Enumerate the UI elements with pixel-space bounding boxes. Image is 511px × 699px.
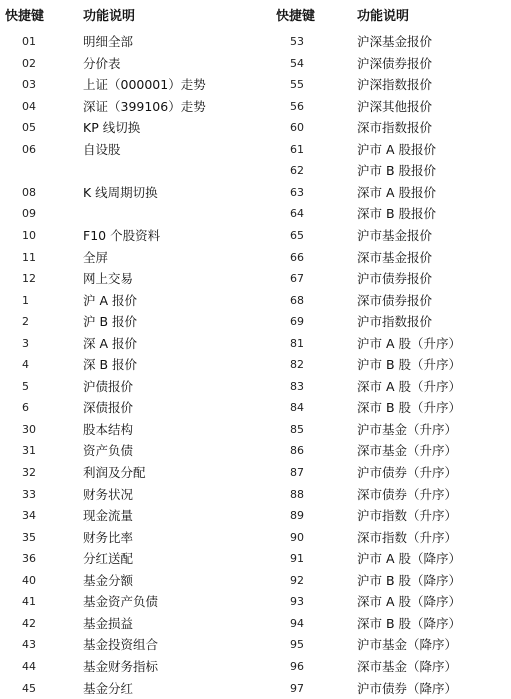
- shortcut-key: 94: [290, 613, 304, 635]
- function-description: 深市 B 股（降序）: [357, 613, 461, 635]
- function-description: 利润及分配: [83, 462, 146, 484]
- shortcut-key: 6: [22, 397, 29, 419]
- function-description: 自设股: [83, 139, 121, 161]
- shortcut-key: 96: [290, 656, 304, 678]
- shortcut-key: 1: [22, 290, 29, 312]
- shortcut-key: 67: [290, 268, 304, 290]
- function-description: 全屏: [83, 247, 108, 269]
- function-description: 沪债报价: [83, 376, 133, 398]
- shortcut-key: 97: [290, 678, 304, 699]
- shortcut-key: 40: [22, 570, 36, 592]
- shortcut-key: 64: [290, 203, 304, 225]
- function-description: 深市债券（升序）: [357, 484, 457, 506]
- function-description: 沪深其他报价: [357, 96, 432, 118]
- function-description: 上证（000001）走势: [83, 74, 206, 96]
- left-desc-header: 功能说明: [83, 7, 135, 27]
- function-description: F10 个股资料: [83, 225, 160, 247]
- function-description: 深市 A 股报价: [357, 182, 436, 204]
- shortcut-key: 89: [290, 505, 304, 527]
- shortcut-key: 02: [22, 53, 36, 75]
- shortcut-key: 34: [22, 505, 36, 527]
- function-description: 沪市 B 股（降序）: [357, 570, 461, 592]
- shortcut-key: 53: [290, 31, 304, 53]
- shortcut-key: 83: [290, 376, 304, 398]
- shortcut-key: 05: [22, 117, 36, 139]
- shortcut-key: 93: [290, 591, 304, 613]
- function-description: KP 线切换: [83, 117, 140, 139]
- shortcut-key: 43: [22, 634, 36, 656]
- shortcut-key: 4: [22, 354, 29, 376]
- function-description: 深市 A 股（升序）: [357, 376, 461, 398]
- shortcut-key: 33: [22, 484, 36, 506]
- shortcut-key: 88: [290, 484, 304, 506]
- function-description: 基金财务指标: [83, 656, 158, 678]
- shortcut-key: 09: [22, 203, 36, 225]
- function-description: 沪市指数报价: [357, 311, 432, 333]
- shortcut-key: 56: [290, 96, 304, 118]
- function-description: 沪 B 报价: [83, 311, 137, 333]
- shortcut-key: 12: [22, 268, 36, 290]
- function-description: 沪深基金报价: [357, 31, 432, 53]
- function-description: K 线周期切换: [83, 182, 158, 204]
- function-description: 深市 B 股报价: [357, 203, 436, 225]
- shortcut-key: 68: [290, 290, 304, 312]
- shortcut-key: 36: [22, 548, 36, 570]
- function-description: 基金投资组合: [83, 634, 158, 656]
- shortcut-key: 60: [290, 117, 304, 139]
- function-description: 深市指数（升序）: [357, 527, 457, 549]
- function-description: 财务状况: [83, 484, 133, 506]
- function-description: 资产负债: [83, 440, 133, 462]
- function-description: 深 A 报价: [83, 333, 137, 355]
- shortcut-key: 10: [22, 225, 36, 247]
- shortcut-key: 5: [22, 376, 29, 398]
- function-description: 深 B 报价: [83, 354, 137, 376]
- function-description: 分价表: [83, 53, 121, 75]
- function-description: 基金分额: [83, 570, 133, 592]
- shortcut-key: 45: [22, 678, 36, 699]
- shortcut-key: 03: [22, 74, 36, 96]
- shortcut-key: 90: [290, 527, 304, 549]
- function-description: 沪市 A 股（升序）: [357, 333, 461, 355]
- shortcut-key: 85: [290, 419, 304, 441]
- shortcut-key: 61: [290, 139, 304, 161]
- function-description: 深市 A 股（降序）: [357, 591, 461, 613]
- shortcut-key: 3: [22, 333, 29, 355]
- function-description: 沪市 A 股报价: [357, 139, 436, 161]
- shortcut-key: 30: [22, 419, 36, 441]
- function-description: 沪市 B 股报价: [357, 160, 436, 182]
- shortcut-key: 69: [290, 311, 304, 333]
- function-description: 深市 B 股（升序）: [357, 397, 461, 419]
- shortcut-key: 06: [22, 139, 36, 161]
- shortcut-key: 42: [22, 613, 36, 635]
- function-description: 沪市基金报价: [357, 225, 432, 247]
- shortcut-key: 01: [22, 31, 36, 53]
- shortcut-key: 31: [22, 440, 36, 462]
- shortcut-key: 86: [290, 440, 304, 462]
- function-description: 股本结构: [83, 419, 133, 441]
- left-key-header: 快捷键: [5, 7, 44, 27]
- function-description: 现金流量: [83, 505, 133, 527]
- function-description: 沪市债券（降序）: [357, 678, 457, 699]
- shortcut-key: 55: [290, 74, 304, 96]
- shortcut-key: 41: [22, 591, 36, 613]
- shortcut-key: 08: [22, 182, 36, 204]
- function-description: 沪市基金（升序）: [357, 419, 457, 441]
- function-description: 沪市 A 股（降序）: [357, 548, 461, 570]
- shortcut-key: 63: [290, 182, 304, 204]
- shortcut-key: 92: [290, 570, 304, 592]
- function-description: 基金资产负债: [83, 591, 158, 613]
- shortcut-key: 87: [290, 462, 304, 484]
- function-description: 沪深债券报价: [357, 53, 432, 75]
- function-description: 沪 A 报价: [83, 290, 137, 312]
- function-description: 沪市指数（升序）: [357, 505, 457, 527]
- function-description: 分红送配: [83, 548, 133, 570]
- shortcut-key: 66: [290, 247, 304, 269]
- shortcut-key: 65: [290, 225, 304, 247]
- shortcut-key: 35: [22, 527, 36, 549]
- shortcut-key: 84: [290, 397, 304, 419]
- function-description: 沪深指数报价: [357, 74, 432, 96]
- function-description: 深市基金（升序）: [357, 440, 457, 462]
- function-description: 网上交易: [83, 268, 133, 290]
- function-description: 基金损益: [83, 613, 133, 635]
- right-key-header: 快捷键: [276, 7, 315, 27]
- function-description: 明细全部: [83, 31, 133, 53]
- function-description: 深证（399106）走势: [83, 96, 206, 118]
- function-description: 深市债券报价: [357, 290, 432, 312]
- shortcut-key: 54: [290, 53, 304, 75]
- function-description: 深市基金（降序）: [357, 656, 457, 678]
- shortcut-key: 11: [22, 247, 36, 269]
- function-description: 深债报价: [83, 397, 133, 419]
- shortcut-key: 44: [22, 656, 36, 678]
- shortcut-key: 32: [22, 462, 36, 484]
- function-description: 基金分红: [83, 678, 133, 699]
- function-description: 沪市债券（升序）: [357, 462, 457, 484]
- function-description: 深市指数报价: [357, 117, 432, 139]
- function-description: 深市基金报价: [357, 247, 432, 269]
- shortcut-key: 81: [290, 333, 304, 355]
- shortcut-key: 91: [290, 548, 304, 570]
- shortcut-key: 62: [290, 160, 304, 182]
- right-desc-header: 功能说明: [357, 7, 409, 27]
- shortcut-key: 82: [290, 354, 304, 376]
- function-description: 财务比率: [83, 527, 133, 549]
- function-description: 沪市 B 股（升序）: [357, 354, 461, 376]
- shortcut-key: 04: [22, 96, 36, 118]
- shortcut-key: 2: [22, 311, 29, 333]
- function-description: 沪市债券报价: [357, 268, 432, 290]
- function-description: 沪市基金（降序）: [357, 634, 457, 656]
- shortcut-key: 95: [290, 634, 304, 656]
